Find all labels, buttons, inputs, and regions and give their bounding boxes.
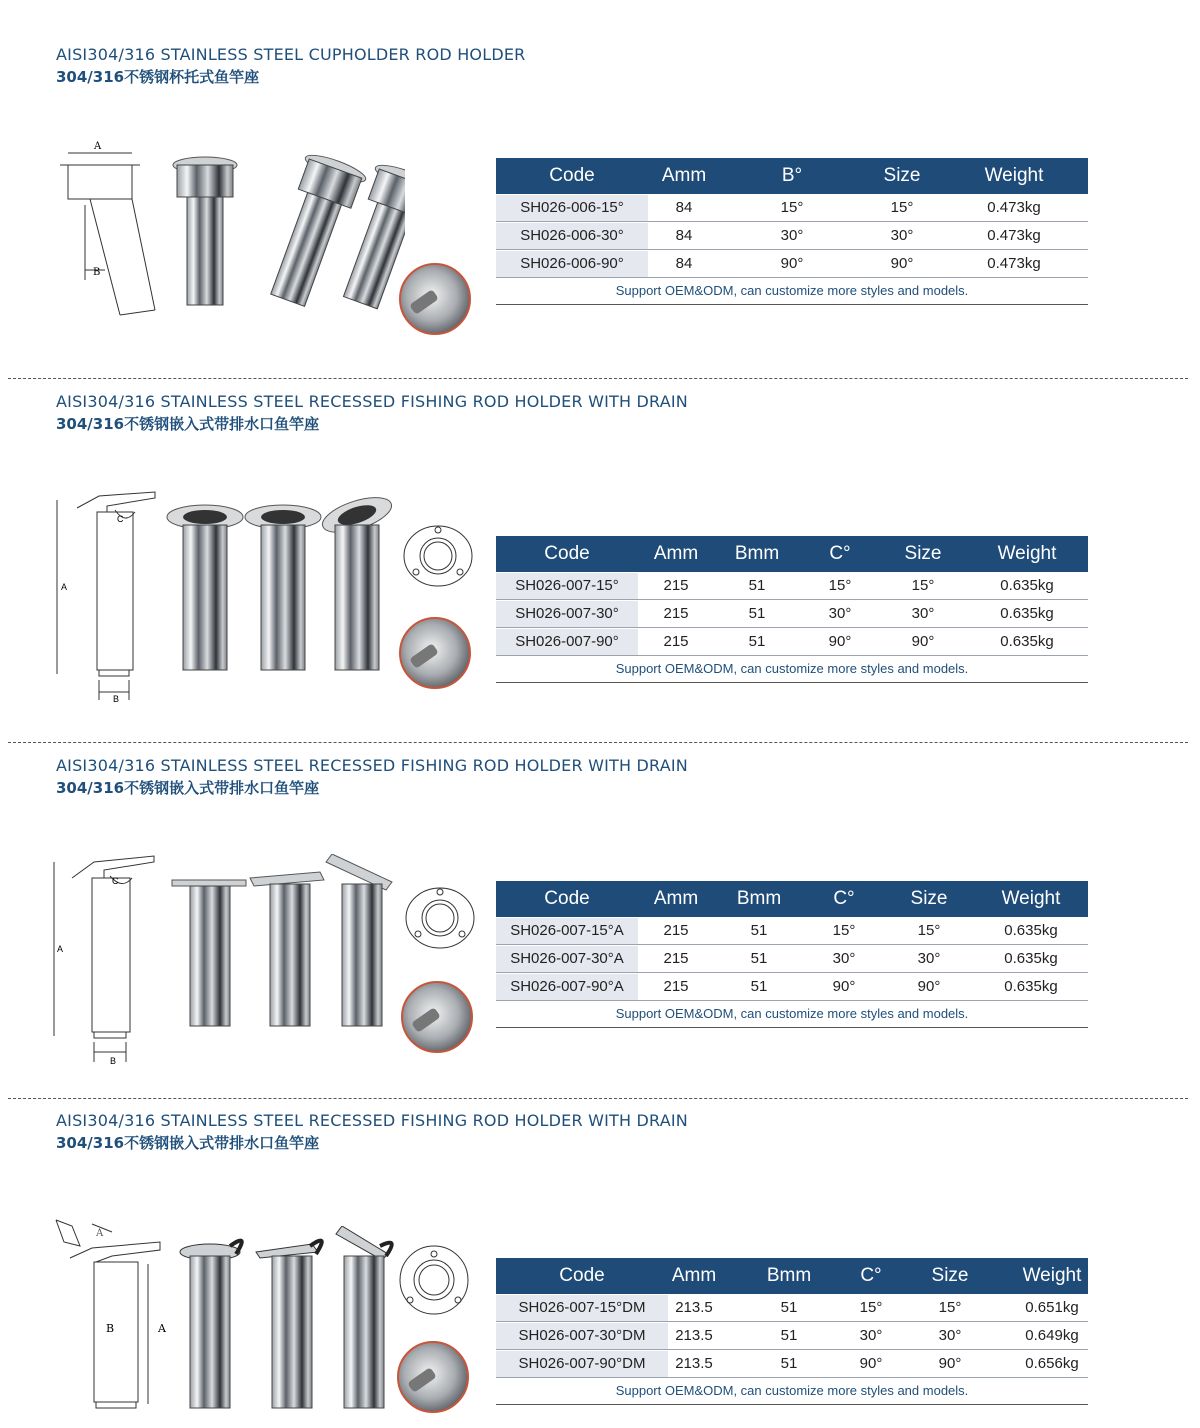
cell-code: SH026-006-30° (496, 223, 648, 249)
section-title-cn: 304/316不锈钢杯托式鱼竿座 (56, 68, 260, 86)
cell-b: 51 (748, 605, 766, 622)
cell-size: 30° (917, 950, 941, 967)
drain-detail-photo (396, 1340, 472, 1414)
cell-b: 51 (780, 1327, 798, 1344)
product-photos (165, 135, 405, 315)
section-title-en: AISI304/316 STAINLESS STEEL RECESSED FISHING ROD HOLDER WITH DRAIN (56, 392, 688, 411)
cell-weight: 0.635kg (1004, 950, 1058, 967)
cell-size: 30° (890, 227, 914, 244)
cell-c: 90° (859, 1355, 883, 1372)
drawing-label: B (110, 1056, 117, 1066)
cell-a: 215 (663, 577, 689, 594)
section-title-cn: 304/316不锈钢嵌入式带排水口鱼竿座 (56, 1134, 320, 1152)
col-header: Code (544, 888, 590, 909)
cell-code: SH026-007-15°DM (496, 1295, 668, 1321)
cell-b: 51 (750, 978, 768, 995)
section-title-cn: 304/316不锈钢嵌入式带排水口鱼竿座 (56, 415, 320, 433)
cell-b: 51 (780, 1355, 798, 1372)
cell-code: SH026-007-30°A (496, 946, 638, 972)
table-row (496, 1350, 1088, 1378)
drawing-label: A (94, 141, 102, 152)
col-header: Size (883, 165, 921, 186)
table-row (496, 917, 1088, 945)
col-header: Amm (653, 888, 699, 909)
flange-top-view (400, 518, 476, 594)
col-header: Bmm (766, 1265, 812, 1286)
cell-a: 213.5 (675, 1327, 713, 1344)
cell-code: SH026-006-90° (496, 251, 648, 277)
col-header: Amm (661, 165, 707, 186)
col-header: C° (829, 543, 851, 564)
cell-code: SH026-007-90° (496, 629, 638, 655)
table-row (496, 1294, 1088, 1322)
cell-c: 15° (828, 577, 852, 594)
section-title-cn: 304/316不锈钢嵌入式带排水口鱼竿座 (56, 779, 320, 797)
col-header: Amm (653, 543, 699, 564)
cell-a: 213.5 (675, 1299, 713, 1316)
flange-top-view (396, 1242, 472, 1318)
col-header: Bmm (734, 543, 780, 564)
cell-weight: 0.473kg (987, 199, 1041, 216)
table-row (496, 222, 1088, 250)
product-photos (170, 854, 400, 1044)
cell-code: SH026-007-90°A (496, 974, 638, 1000)
cell-c: 90° (832, 978, 856, 995)
cell-b: 30° (780, 227, 804, 244)
cell-c: 30° (832, 950, 856, 967)
technical-drawing (50, 852, 160, 1067)
cell-b: 51 (748, 577, 766, 594)
section-recessed-drain-a (0, 744, 1200, 1098)
section-title-en: AISI304/316 STAINLESS STEEL RECESSED FISHING ROD HOLDER WITH DRAIN (56, 756, 688, 775)
cell-a: 215 (663, 978, 689, 995)
cell-a: 84 (675, 199, 693, 216)
cell-size: 90° (938, 1355, 962, 1372)
table-header (496, 1258, 1088, 1294)
cell-b: 51 (750, 950, 768, 967)
col-header: Size (931, 1265, 969, 1286)
table-header (496, 536, 1088, 572)
col-header: Code (544, 543, 590, 564)
cell-b: 51 (780, 1299, 798, 1316)
cell-size: 15° (890, 199, 914, 216)
cell-b: 51 (750, 922, 768, 939)
cell-b: 51 (748, 633, 766, 650)
section-title-en: AISI304/316 STAINLESS STEEL CUPHOLDER ROD HOLDER (56, 45, 526, 64)
col-header: Amm (671, 1265, 717, 1286)
drawing-label: B (113, 694, 120, 704)
drawing-label: B (93, 267, 101, 278)
cell-a: 215 (663, 922, 689, 939)
cell-b: 90° (780, 255, 804, 272)
spec-table (496, 1258, 1088, 1405)
col-header: Weight (1022, 1265, 1082, 1286)
table-row (496, 628, 1088, 656)
drawing-label: A (61, 582, 68, 592)
col-header: Size (904, 543, 942, 564)
section-cupholder (0, 0, 1200, 380)
cell-size: 15° (917, 922, 941, 939)
cell-a: 215 (663, 633, 689, 650)
col-header: Size (910, 888, 948, 909)
table-row (496, 1322, 1088, 1350)
table-row (496, 572, 1088, 600)
drawing-label: C (117, 514, 124, 524)
section-recessed-drain-dm (0, 1100, 1200, 1428)
cell-a: 215 (663, 605, 689, 622)
col-header: Code (559, 1265, 605, 1286)
table-header (496, 158, 1088, 194)
section-divider (8, 1098, 1188, 1099)
cell-c: 15° (859, 1299, 883, 1316)
cell-weight: 0.473kg (987, 255, 1041, 272)
drain-detail-photo (398, 616, 474, 690)
table-note: Support OEM&ODM, can customize more styles and models. (496, 1378, 1088, 1405)
drawing-label: C (112, 876, 119, 886)
table-note: Support OEM&ODM, can customize more styles and models. (496, 278, 1088, 305)
product-photos (165, 495, 395, 680)
cell-size: 15° (911, 577, 935, 594)
col-header: Weight (1001, 888, 1061, 909)
col-header: C° (833, 888, 855, 909)
drain-detail-photo (400, 980, 476, 1054)
cell-c: 90° (828, 633, 852, 650)
drawing-label: A (96, 1228, 104, 1239)
col-header: Code (549, 165, 595, 186)
cell-size: 90° (911, 633, 935, 650)
table-header (496, 881, 1088, 917)
cell-weight: 0.635kg (1000, 605, 1054, 622)
spec-table (496, 158, 1088, 305)
section-title-en: AISI304/316 STAINLESS STEEL RECESSED FISHING ROD HOLDER WITH DRAIN (56, 1111, 688, 1130)
cell-a: 215 (663, 950, 689, 967)
technical-drawing (55, 490, 165, 705)
cell-c: 15° (832, 922, 856, 939)
table-row (496, 973, 1088, 1001)
cell-weight: 0.635kg (1004, 978, 1058, 995)
cell-weight: 0.649kg (1025, 1327, 1079, 1344)
table-row (496, 945, 1088, 973)
technical-drawing (60, 135, 170, 325)
drawing-label: A (158, 1322, 166, 1335)
cell-weight: 0.656kg (1025, 1355, 1079, 1372)
cell-code: SH026-007-30° (496, 601, 638, 627)
table-row (496, 250, 1088, 278)
cell-b: 15° (780, 199, 804, 216)
cell-weight: 0.635kg (1000, 633, 1054, 650)
section-recessed-drain (0, 380, 1200, 742)
cell-size: 90° (917, 978, 941, 995)
col-header: B° (781, 165, 803, 186)
cell-size: 30° (911, 605, 935, 622)
cell-size: 30° (938, 1327, 962, 1344)
drawing-label: B (106, 1322, 115, 1335)
section-divider (8, 742, 1188, 743)
cell-c: 30° (859, 1327, 883, 1344)
cell-a: 84 (675, 255, 693, 272)
cell-weight: 0.635kg (1004, 922, 1058, 939)
cell-code: SH026-007-15°A (496, 918, 638, 944)
table-row (496, 194, 1088, 222)
drawing-label: A (57, 944, 64, 954)
cell-size: 15° (938, 1299, 962, 1316)
col-header: C° (860, 1265, 882, 1286)
table-row (496, 600, 1088, 628)
table-note: Support OEM&ODM, can customize more styles and models. (496, 1001, 1088, 1028)
cell-a: 213.5 (675, 1355, 713, 1372)
spec-table (496, 536, 1088, 683)
cell-weight: 0.651kg (1025, 1299, 1079, 1316)
drain-detail-photo (398, 262, 474, 336)
product-photos (170, 1226, 400, 1426)
cell-code: SH026-006-15° (496, 195, 648, 221)
cell-code: SH026-007-15° (496, 573, 638, 599)
spec-table (496, 881, 1088, 1028)
cell-code: SH026-007-90°DM (496, 1351, 668, 1377)
section-divider (8, 378, 1188, 379)
col-header: Bmm (736, 888, 782, 909)
cell-code: SH026-007-30°DM (496, 1323, 668, 1349)
col-header: Weight (997, 543, 1057, 564)
technical-drawing (52, 1218, 170, 1414)
flange-top-view (402, 880, 478, 956)
table-note: Support OEM&ODM, can customize more styles and models. (496, 656, 1088, 683)
cell-size: 90° (890, 255, 914, 272)
cell-weight: 0.635kg (1000, 577, 1054, 594)
cell-weight: 0.473kg (987, 227, 1041, 244)
col-header: Weight (984, 165, 1044, 186)
cell-a: 84 (675, 227, 693, 244)
cell-c: 30° (828, 605, 852, 622)
